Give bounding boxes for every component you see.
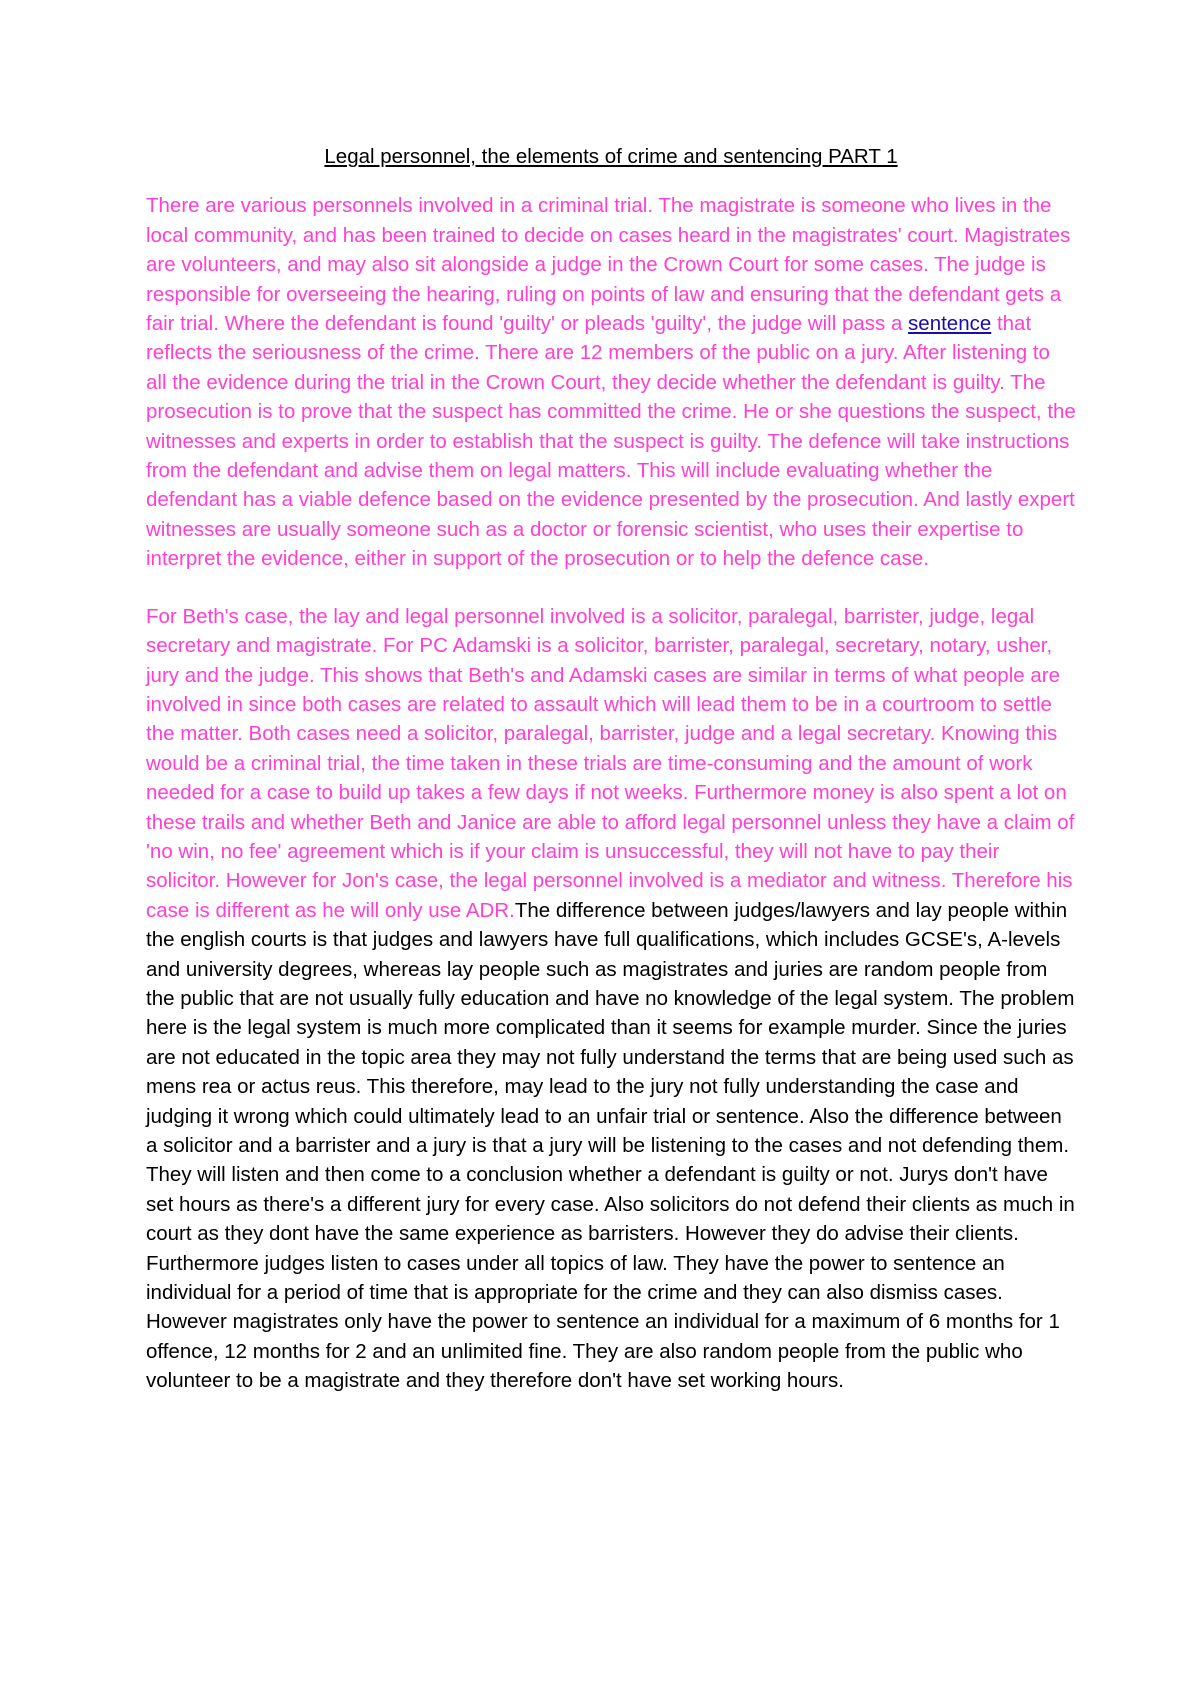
paragraph-personnel-text-2: that reflects the seriousness of the crime. There are 12 members of the public on a jury. After listening to all the evidence during the trial in the Crown Court, they decide whether the defendant is guilty. The prosecution is to prove that the suspect has committed the crime. He or she questions the suspect, the witnesses and experts in order to establish that the suspect is guilty. The defence will take instructions from the defendant and advise them on legal matters. This will include evaluating whether the defendant has a viable defence based on the evidence presented by the prosecution. And lastly expert witnesses are usually someone such as a doctor or forensic scientist, who uses their expertise to interpret the evidence, either in support of the prosecution or to help the defence case. [146,312,1076,571]
paragraph-cases-black-text: The difference between judges/lawyers and lay people within the english courts is that judges and lawyers have full qualifications, which includes GCSE's, A-levels and university degrees, whereas lay people such as magistrates and juries are random people from the public that are not usually fully education and have no knowledge of the legal system. The problem here is the legal system is much more complicated than it seems for example murder. Since the juries are not educated in the topic area they may not fully understand the terms that are being used such as mens rea or actus reus. This therefore, may lead to the jury not fully understanding the case and judging it wrong which could ultimately lead to an unfair trial or sentence. Also the difference between a solicitor and a barrister and a jury is that a jury will be listening to the cases and not defending them. They will listen and then come to a conclusion whether a defendant is guilty or not. Jurys don't have set hours as there's a different jury for every case. Also solicitors do not defend their clients as much in court as they dont have the same experience as barristers. However they do advise their clients. Furthermore judges listen to cases under all topics of law. They have the power to sentence an individual for a period of time that is appropriate for the crime and they can also dismiss cases. However magistrates only have the power to sentence an individual for a maximum of 6 months for 1 offence, 12 months for 2 and an unlimited fine. They are also random people from the public who volunteer to be a magistrate and they therefore don't have set working hours. [146,898,1075,1393]
paragraph-personnel [146,191,1076,573]
paragraph-personnel-text-1: There are various personnels involved in a criminal trial. The magistrate is someone who lives in the local community, and has been trained to decide on cases heard in the magistrates' court. Magistrates are volunteers, and may also sit alongside a judge in the Crown Court for some cases. The judge is responsible for overseeing the hearing, ruling on points of law and ensuring that the defendant gets a fair trial. Where the defendant is found 'guilty' or pleads 'guilty', the judge will pass a [146,194,1071,336]
sentence-link[interactable]: sentence [908,312,992,336]
paragraph-cases-pink-text: For Beth's case, the lay and legal personnel involved is a solicitor, paralegal, barrister, judge, legal secretary and magistrate. For PC Adamski is a solicitor, barrister, paralegal, secretary, notary, usher, jury and the judge. This shows that Beth's and Adamski cases are similar in terms of what people are involved in since both cases are related to assault which will lead them to be in a courtroom to settle the matter. Both cases need a solicitor, paralegal, barrister, judge and a legal secretary. Knowing this would be a criminal trial, the time taken in these trials are time-consuming and the amount of work needed for a case to build up takes a few days if not weeks. Furthermore money is also spent a lot on these trails and whether Beth and Janice are able to afford legal personnel unless they have a claim of 'no win, no fee' agreement which is if your claim is unsuccessful, they will not have to pay their solicitor. However for Jon's case, the legal personnel involved is a mediator and witness. Therefore his case is different as he will only use ADR. [146,604,1075,922]
paragraph-cases [146,602,1076,1396]
document-page [146,142,1076,1424]
document-title: Legal personnel, the elements of crime and sentencing PART 1 [324,145,898,168]
